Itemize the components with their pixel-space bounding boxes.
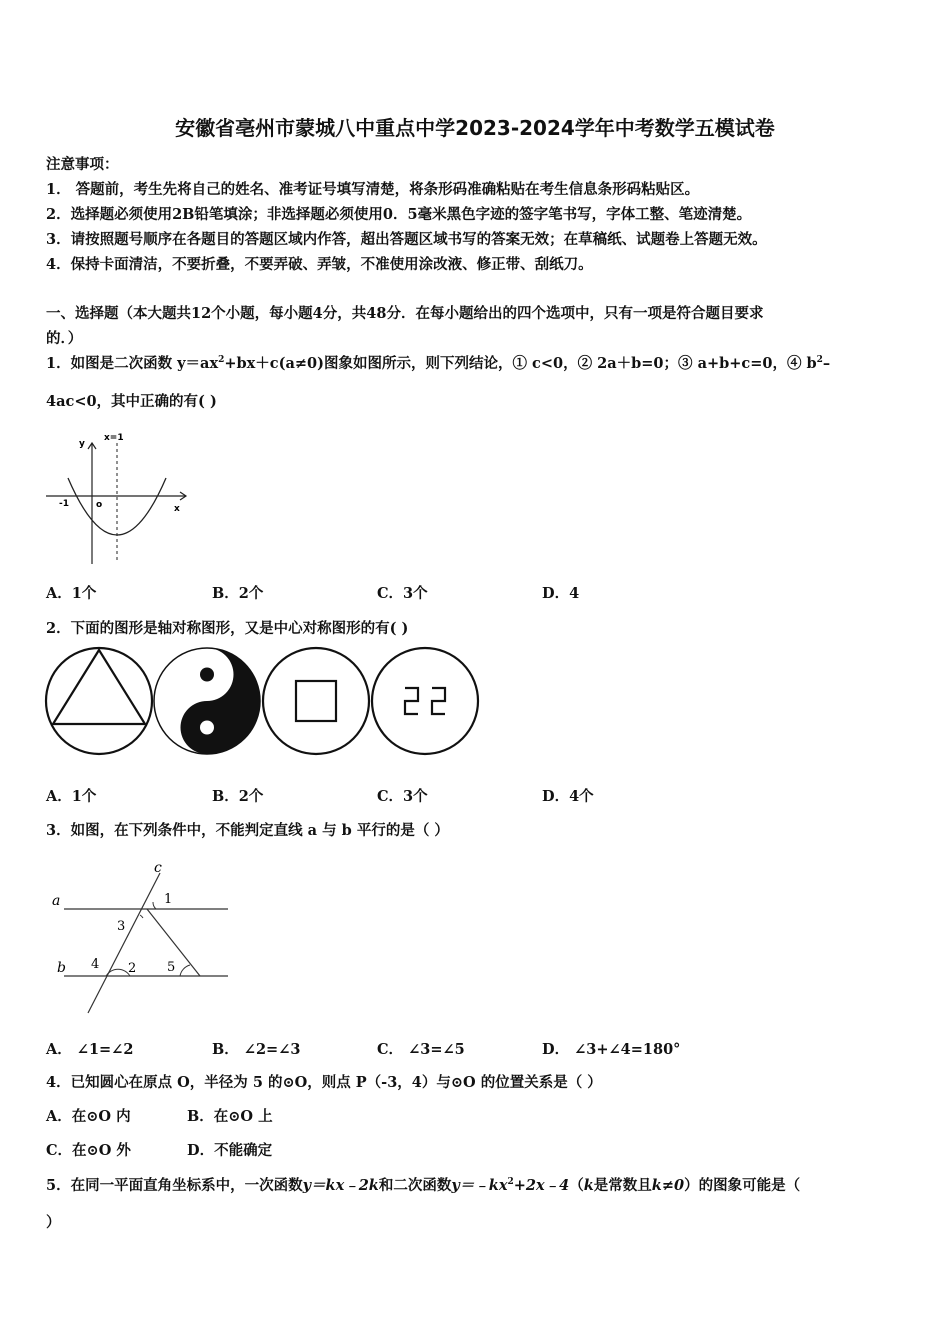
option-b[interactable]: B．2个 (212, 788, 264, 805)
option-a[interactable]: A．1个 (46, 788, 97, 805)
q5-stem: 5．在同一平面直角坐标系中，一次函数y＝kx﹣2k和二次函数$y=﹣kx^2+2x﹣4(k$是常数且k≠0）的图象可能是（ (46, 1177, 801, 1194)
option-c[interactable]: C．在⊙O 外 (46, 1142, 131, 1159)
angle-arc-1 (153, 902, 156, 909)
label-angle-2: 2 (128, 961, 137, 976)
q2-stem: 2．下面的图形是轴对称图形，又是中心对称图形的有( ) (46, 620, 409, 637)
line-c (88, 873, 160, 1013)
notice-item: 4．保持卡面清洁，不要折叠，不要弄破、弄皱，不准使用涂改液、修正带、刮纸刀。 (46, 256, 593, 273)
option-d[interactable]: D． ∠3+∠4=180° (542, 1041, 681, 1058)
root-label: -1 (59, 499, 69, 509)
symmetry-label: x=1 (104, 433, 124, 443)
option-b[interactable]: B．在⊙O 上 (187, 1108, 273, 1125)
q3-stem: 3．如图，在下列条件中，不能判定直线 a 与 b 平行的是（ ） (46, 822, 449, 839)
label-angle-4: 4 (91, 957, 100, 972)
label-b: b (57, 960, 66, 976)
option-d[interactable]: D．4 (542, 585, 580, 602)
notice-heading: 注意事项： (46, 156, 119, 173)
notice-item: 3．请按照题号顺序在各题目的答题区域内作答，超出答题区域书写的答案无效；在草稿纸、试题卷上答题无效。 (46, 231, 767, 248)
notice-item: 1． 答题前，考生先将自己的姓名、准考证号填写清楚，将条形码准确粘贴在考生信息条形码粘贴区。 (46, 181, 700, 198)
angle-arc-3 (140, 915, 143, 918)
option-c[interactable]: C．3个 (377, 788, 428, 805)
page-title: 安徽省亳州市蒙城八中重点中学2023-2024学年中考数学五模试卷 (175, 116, 775, 140)
option-d[interactable]: D．4个 (542, 788, 594, 805)
option-d[interactable]: D．不能确定 (187, 1142, 273, 1159)
label-angle-5: 5 (167, 960, 176, 975)
option-b[interactable]: B． ∠2=∠3 (212, 1041, 301, 1058)
option-a[interactable]: A．1个 (46, 585, 97, 602)
option-a[interactable]: A．在⊙O 内 (46, 1108, 131, 1125)
angle-arc-5 (180, 965, 190, 976)
section-heading: 一、选择题（本大题共12个小题，每小题4分，共48分．在每小题给出的四个选项中，只有一项是符合题目要求 (46, 305, 764, 322)
option-a[interactable]: A． ∠1=∠2 (46, 1041, 134, 1058)
label-angle-1: 1 (164, 892, 173, 907)
section-heading-cont: 的．） (46, 330, 83, 347)
label-c: c (154, 860, 162, 876)
label-angle-3: 3 (117, 919, 126, 934)
notice-item: 2．选择题必须使用2B铅笔填涂；非选择题必须使用0．5毫米黑色字迹的签字笔书写，字体工整、笔迹清楚。 (46, 206, 752, 223)
q4-stem: 4．已知圆心在原点 O，半径为 5 的⊙O，则点 P（-3，4）与⊙O 的位置关系是（ ） (46, 1074, 602, 1091)
q1-stem: 1．如图是二次函数 $y=ax^2+bx+c(a\ne 0)$图象如图所示，则下列结论，① c<0，② 2a＋b=0；③ a+b+c=0，④ $b^2-$ (46, 355, 831, 372)
option-b[interactable]: B．2个 (212, 585, 264, 602)
x-label: x (174, 504, 180, 514)
y-label: y (79, 439, 85, 449)
option-c[interactable]: C． ∠3=∠5 (377, 1041, 465, 1058)
label-a: a (52, 893, 61, 909)
q5-stem-cont: ） (46, 1214, 61, 1231)
origin-label: o (96, 500, 103, 510)
option-c[interactable]: C．3个 (377, 585, 428, 602)
q1-stem-cont: 4ac<0，其中正确的有( ) (46, 393, 217, 410)
